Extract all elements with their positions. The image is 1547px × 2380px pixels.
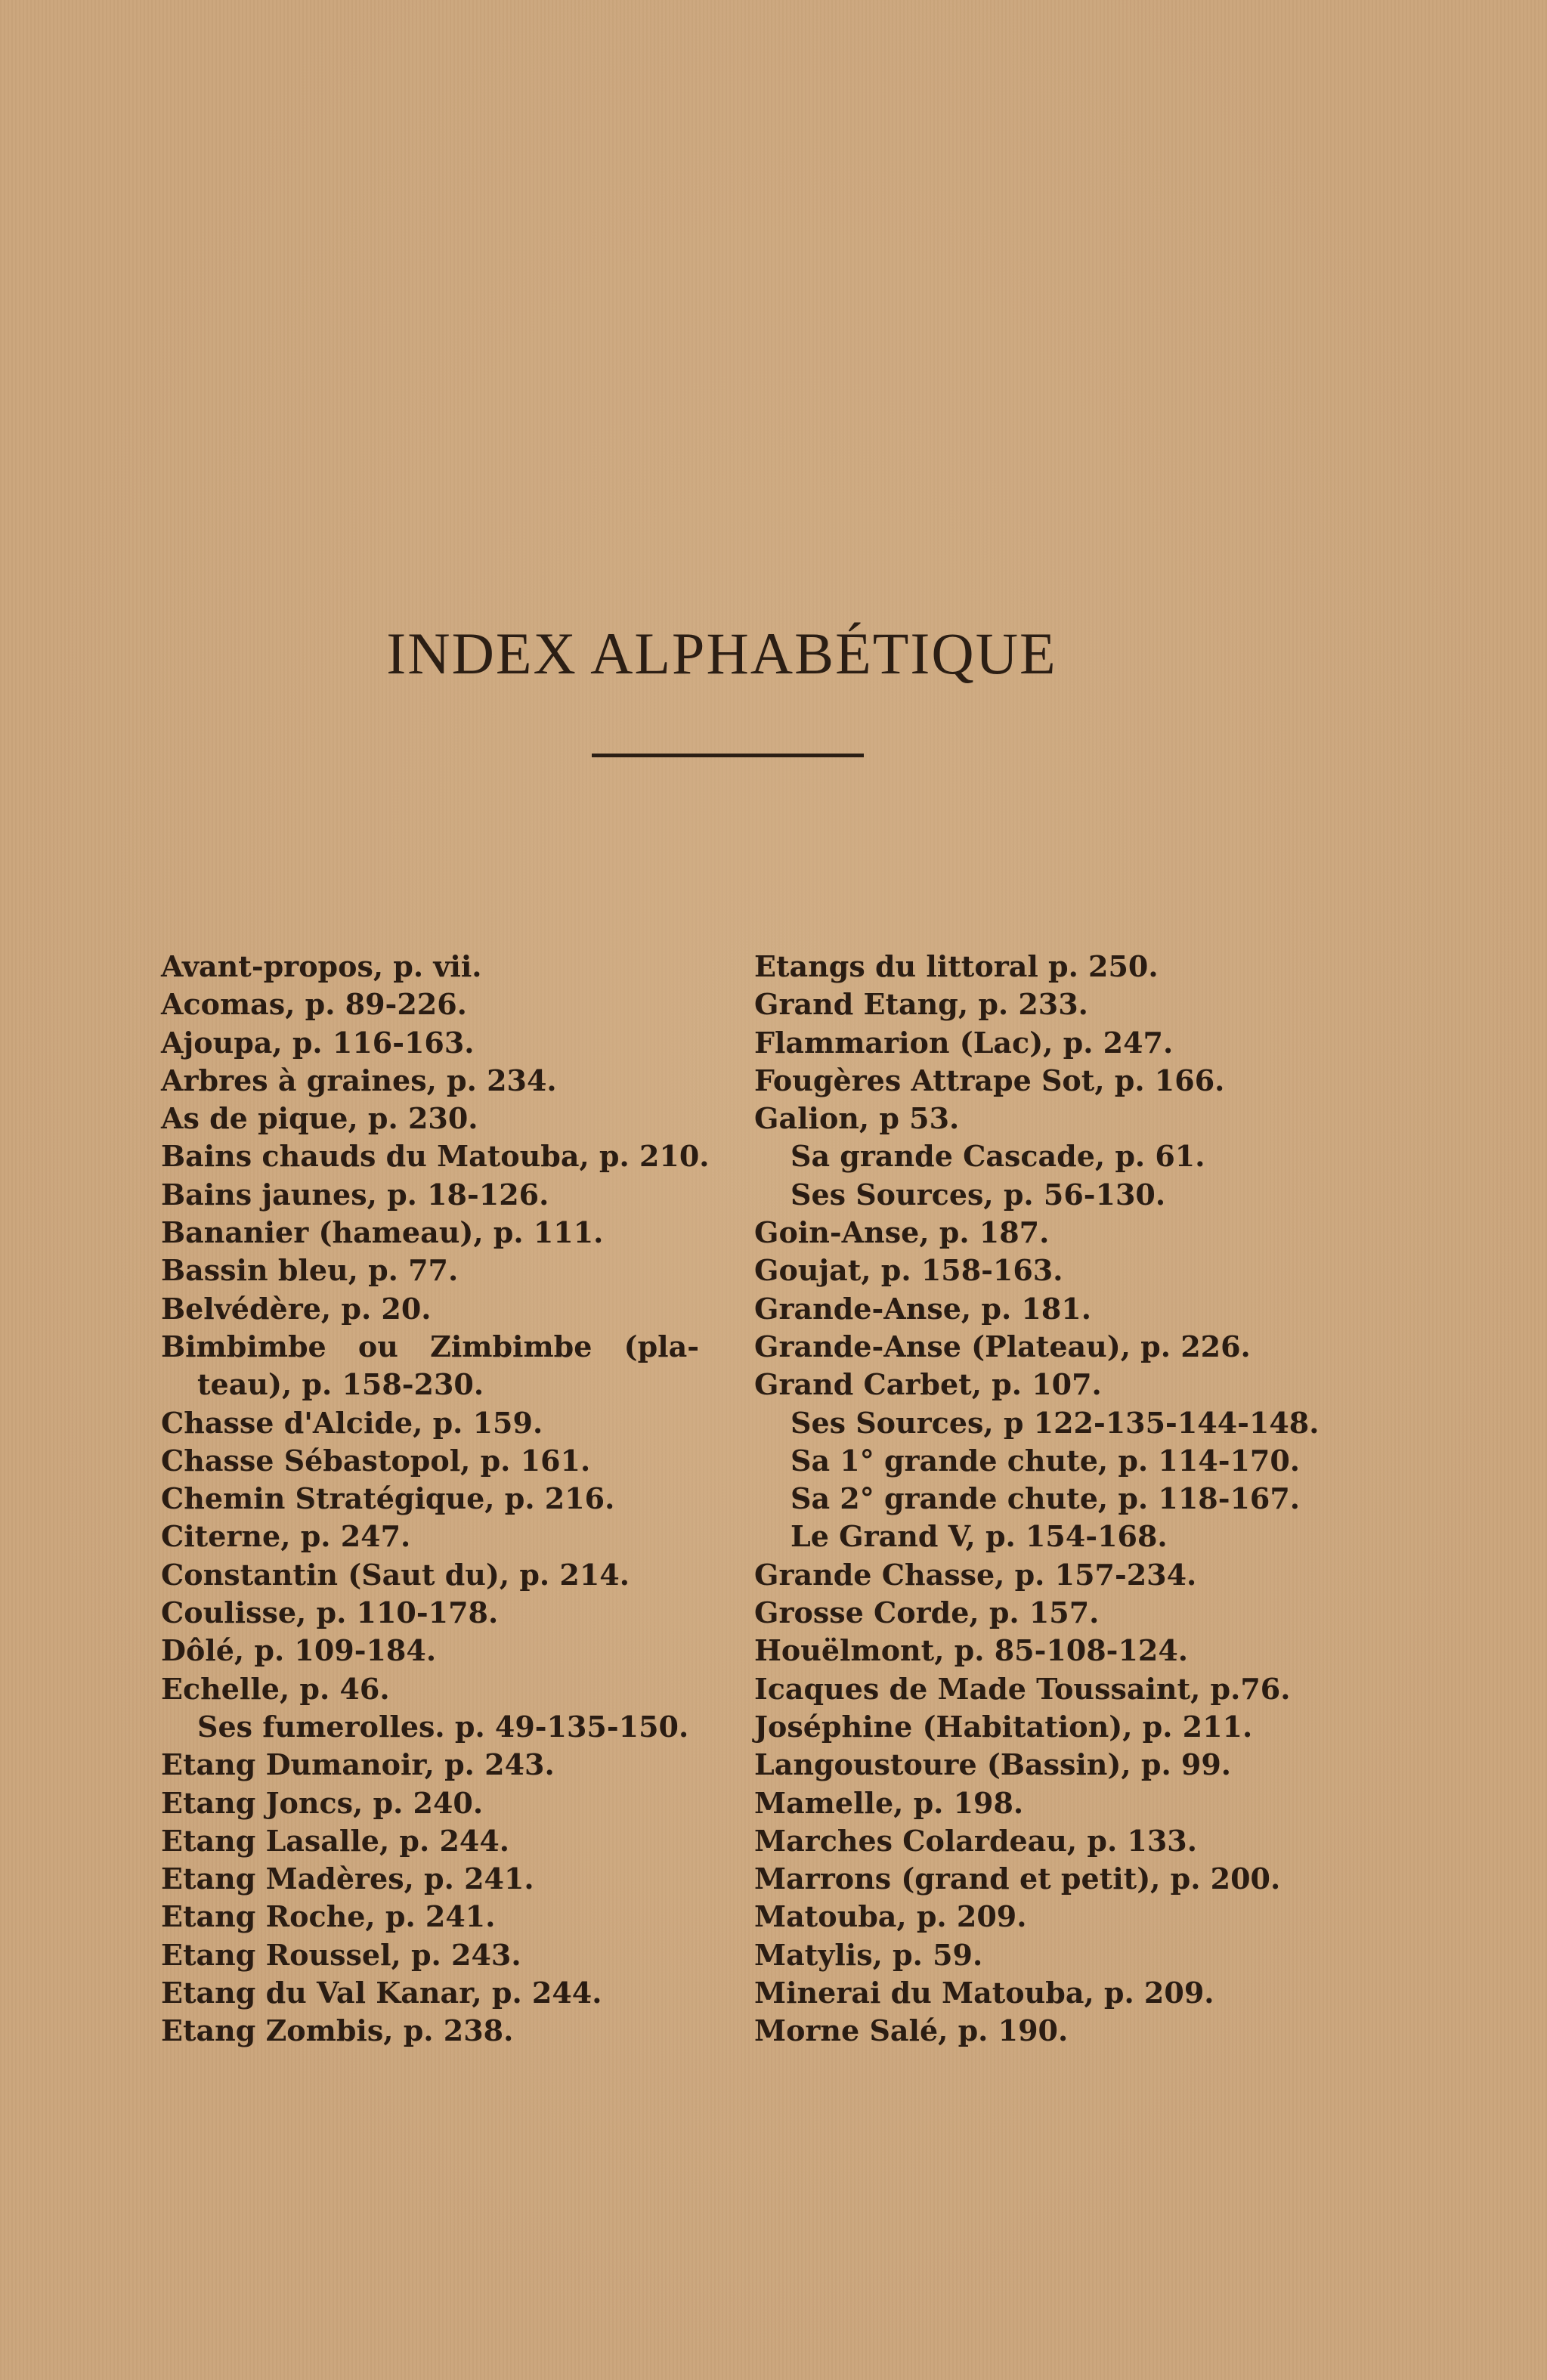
index-entry: Bains jaunes, p. 18-126. <box>161 1177 549 1212</box>
index-entry: Etang Dumanoir, p. 243. <box>161 1747 555 1782</box>
index-entry: Coulisse, p. 110-178. <box>161 1595 499 1630</box>
page-title: INDEX ALPHABÉTIQUE <box>386 621 1057 686</box>
index-entry: Avant-propos, p. vii. <box>161 949 482 983</box>
index-entry: Grand Etang, p. 233. <box>754 987 1088 1022</box>
index-entry: Langoustoure (Bassin), p. 99. <box>754 1747 1232 1782</box>
index-entry: Bimbimbe ou Zimbimbe (pla- <box>161 1329 699 1363</box>
index-entry: Marrons (grand et petit), p. 200. <box>754 1862 1281 1896</box>
index-entry: Belvédère, p. 20. <box>161 1291 432 1326</box>
index-entry: Constantin (Saut du), p. 214. <box>161 1557 630 1592</box>
index-entry: Grande Chasse, p. 157-234. <box>754 1557 1197 1592</box>
index-entry: Sa grande Cascade, p. 61. <box>791 1139 1205 1174</box>
index-entry: Grande-Anse (Plateau), p. 226. <box>754 1329 1251 1363</box>
index-entry: Grand Carbet, p. 107. <box>754 1367 1102 1402</box>
index-column-left <box>161 948 720 2050</box>
index-entry: teau), p. 158-230. <box>197 1367 484 1402</box>
index-entry: Grosse Corde, p. 157. <box>754 1595 1100 1630</box>
index-entry: Etangs du littoral p. 250. <box>754 949 1159 983</box>
index-entry: Chasse Sébastopol, p. 161. <box>161 1443 591 1478</box>
index-entry: Sa 2° grande chute, p. 118-167. <box>791 1481 1301 1516</box>
index-entry: Chemin Stratégique, p. 216. <box>161 1481 615 1516</box>
index-entry: Ses fumerolles. p. 49-135-150. <box>197 1709 689 1744</box>
index-entry: Echelle, p. 46. <box>161 1671 390 1706</box>
index-entry: Acomas, p. 89-226. <box>161 987 467 1022</box>
index-entry: Grande-Anse, p. 181. <box>754 1291 1091 1326</box>
index-entry: Morne Salé, p. 190. <box>754 2013 1069 2048</box>
index-entry: Ajoupa, p. 116-163. <box>161 1025 475 1060</box>
index-entry: Mamelle, p. 198. <box>754 1785 1024 1820</box>
index-entry: Sa 1° grande chute, p. 114-170. <box>791 1443 1301 1478</box>
index-entry: Etang Zombis, p. 238. <box>161 2013 514 2048</box>
index-entry: Icaques de Made Toussaint, p.76. <box>754 1671 1291 1706</box>
index-entry: Marches Colardeau, p. 133. <box>754 1823 1197 1858</box>
index-entry: As de pique, p. 230. <box>161 1101 478 1136</box>
index-entry: Fougères Attrape Sot, p. 166. <box>754 1063 1225 1097</box>
index-entry: Dôlé, p. 109-184. <box>161 1633 437 1668</box>
index-entry: Etang Roche, p. 241. <box>161 1899 496 1934</box>
index-entry: Goujat, p. 158-163. <box>754 1253 1063 1288</box>
index-entry: Matylis, p. 59. <box>754 1937 983 1972</box>
index-entry: Matouba, p. 209. <box>754 1899 1027 1934</box>
index-entry: Arbres à graines, p. 234. <box>161 1063 557 1097</box>
index-entry: Flammarion (Lac), p. 247. <box>754 1025 1174 1060</box>
index-entry: Minerai du Matouba, p. 209. <box>754 1976 1214 2010</box>
index-entry: Etang Madères, p. 241. <box>161 1862 534 1896</box>
index-entry: Goin-Anse, p. 187. <box>754 1215 1050 1250</box>
index-entry: Le Grand V, p. 154-168. <box>791 1519 1168 1554</box>
index-entry: Ses Sources, p. 56-130. <box>791 1177 1166 1212</box>
index-entry: Bananier (hameau), p. 111. <box>161 1215 604 1250</box>
index-entry: Etang Roussel, p. 243. <box>161 1937 521 1972</box>
index-entry: Citerne, p. 247. <box>161 1519 411 1554</box>
index-entry: Bassin bleu, p. 77. <box>161 1253 459 1288</box>
index-entry: Chasse d'Alcide, p. 159. <box>161 1405 543 1440</box>
index-entry: Ses Sources, p 122-135-144-148. <box>791 1405 1320 1440</box>
index-column-right <box>754 948 1329 2050</box>
index-entry: Etang Lasalle, p. 244. <box>161 1823 510 1858</box>
index-entry: Galion, p 53. <box>754 1101 960 1136</box>
index-entry: Etang du Val Kanar, p. 244. <box>161 1976 602 2010</box>
index-entry: Etang Joncs, p. 240. <box>161 1785 484 1820</box>
title-divider <box>592 754 864 757</box>
index-entry: Bains chauds du Matouba, p. 210. <box>161 1139 710 1174</box>
index-entry: Joséphine (Habitation), p. 211. <box>754 1709 1253 1744</box>
index-entry: Houëlmont, p. 85-108-124. <box>754 1633 1189 1668</box>
